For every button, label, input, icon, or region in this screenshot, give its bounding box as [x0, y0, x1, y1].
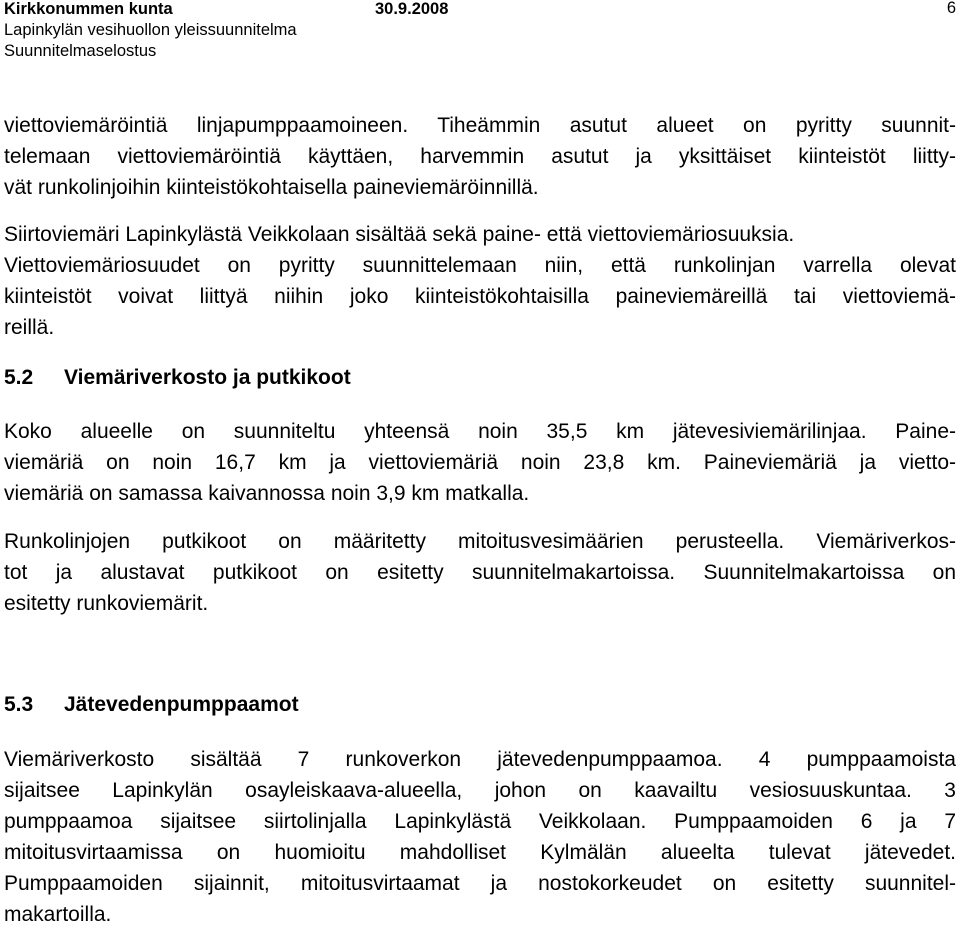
paragraph-3: [4, 416, 956, 509]
header-date: 30.9.2008: [375, 0, 449, 18]
section-heading-5-2: [4, 362, 351, 393]
paragraph-5: [4, 744, 956, 930]
paragraph-line: viettoviemäröintiä linjapumppaamoineen. Tiheämmin asutut alueet on pyritty suunnit-: [4, 114, 956, 137]
section-number: 5.3: [4, 693, 34, 716]
paragraph-line: esitetty runkoviemärit.: [4, 592, 209, 615]
paragraph-line: vät runkolinjoihin kiinteistökohtaisella paineviemäröinnillä.: [4, 176, 539, 199]
paragraph-line: viemäriä on samassa kaivannossa noin 3,9 km matkalla.: [4, 482, 530, 505]
paragraph-line: Viemäriverkosto sisältää 7 runkoverkon jätevedenpumppaamoa. 4 pumppaamoista: [4, 748, 956, 771]
paragraph-line: Runkolinjojen putkikoot on määritetty mitoitusvesimäärien perusteella. Viemäriverkos-: [4, 530, 956, 553]
section-title: Viemäriverkosto ja putkikoot: [64, 366, 351, 389]
paragraph-line: mitoitusvirtaamissa on huomioitu mahdolliset Kylmälän alueelta tulevat jätevedet.: [4, 841, 956, 864]
paragraph-line: sijaitsee Lapinkylän osayleiskaava-alueella, johon on kaavailtu vesiosuuskuntaa. 3: [4, 779, 956, 802]
paragraph-line: Siirtoviemäri Lapinkylästä Veikkolaan sisältää sekä paine- että viettoviemäriosuuksia.: [4, 223, 795, 246]
section-number: 5.2: [4, 366, 34, 389]
paragraph-1: [4, 110, 956, 203]
paragraph-line: telemaan viettoviemäröintiä käyttäen, harvemmin asutut ja yksittäiset kiinteistöt liitty-: [4, 145, 956, 168]
paragraph-line: Koko alueelle on suunniteltu yhteensä noin 35,5 km jätevesiviemärilinjaa. Paine-: [4, 420, 956, 443]
paragraph-line: viemäriä on noin 16,7 km ja viettoviemäriä noin 23,8 km. Paineviemäriä ja vietto-: [4, 451, 956, 474]
paragraph-line: pumppaamoa sijaitsee siirtolinjalla Lapinkylästä Veikkolaan. Pumppaamoiden 6 ja 7: [4, 810, 956, 833]
paragraph-line: Pumppaamoiden sijainnit, mitoitusvirtaamat ja nostokorkeudet on esitetty suunnitel-: [4, 872, 956, 895]
header-page-number: 6: [946, 0, 956, 17]
paragraph-4: [4, 526, 956, 619]
header-organization: Kirkkonummen kunta: [4, 0, 173, 18]
section-title: Jätevedenpumppaamot: [64, 693, 299, 716]
paragraph-line: Viettoviemäriosuudet on pyritty suunnittelemaan niin, että runkolinjan varrella olevat: [4, 254, 956, 277]
paragraph-line: tot ja alustavat putkikoot on esitetty suunnitelmakartoissa. Suunnitelmakartoissa on: [4, 561, 956, 584]
paragraph-line: makartoilla.: [4, 903, 112, 926]
paragraph-line: kiinteistöt voivat liittyä niihin joko kiinteistökohtaisilla paineviemäreillä tai viettoviemä-: [4, 285, 956, 308]
paragraph-2: [4, 219, 956, 343]
header-plan-title: Lapinkylän vesihuollon yleissuunnitelma: [4, 21, 297, 39]
paragraph-line: reillä.: [4, 316, 55, 339]
header-doc-type: Suunnitelmaselostus: [4, 42, 157, 60]
section-heading-5-3: [4, 689, 299, 720]
